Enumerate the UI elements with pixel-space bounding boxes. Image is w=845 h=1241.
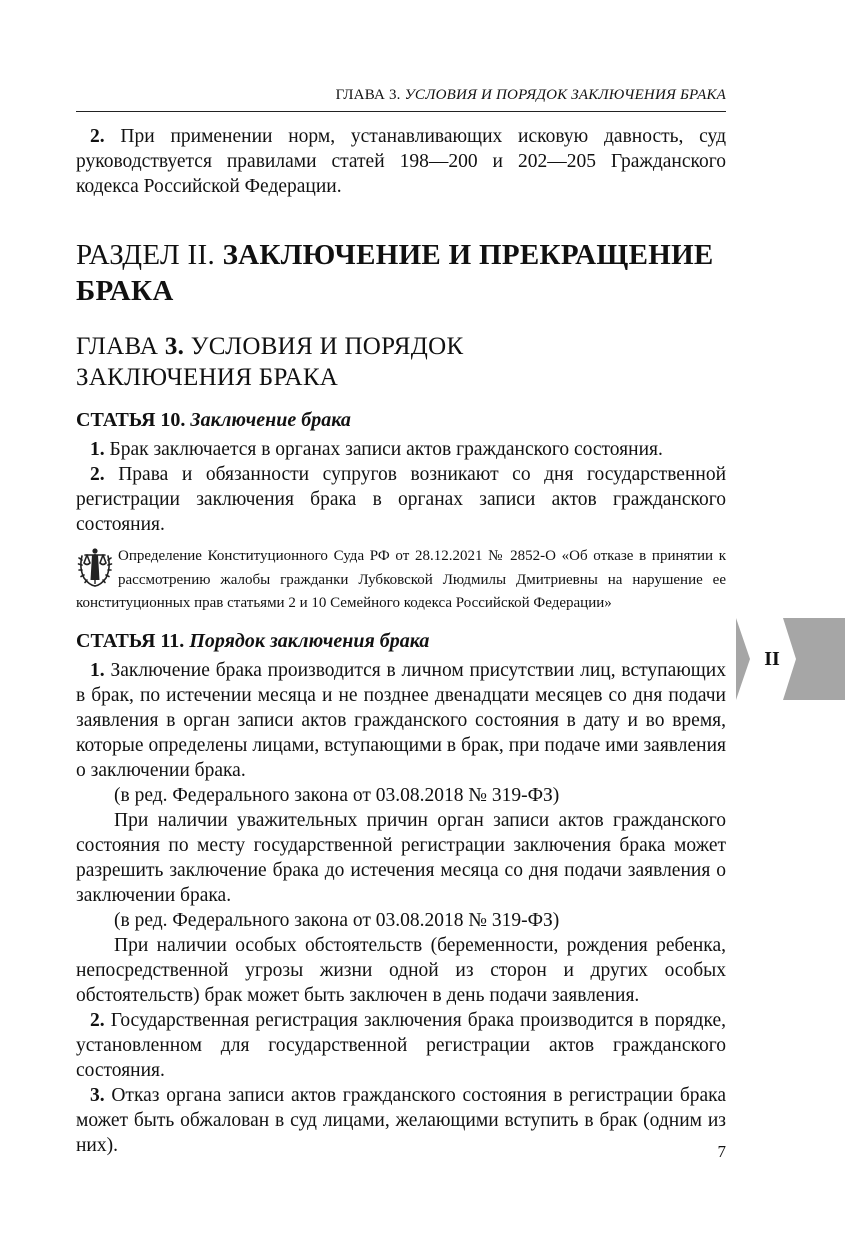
article-11-heading xyxy=(76,628,726,654)
section-side-tab xyxy=(736,618,845,700)
article-11-amendment-1: (в ред. Федерального закона от 03.08.2018 № 319-ФЗ) xyxy=(114,784,560,806)
article-11-label: СТАТЬЯ 11. xyxy=(76,629,185,652)
court-ruling-note xyxy=(76,545,726,616)
side-tab-block xyxy=(783,618,845,700)
chapter-number: 3. xyxy=(164,333,185,360)
intro-paragraph xyxy=(76,124,726,199)
article-10-title: Заключение брака xyxy=(190,409,351,431)
article-11-paragraph-3 xyxy=(76,1083,726,1158)
article-11-paragraph-2 xyxy=(76,1008,726,1083)
page-number: 7 xyxy=(717,1142,726,1161)
running-header-chapter-title: УСЛОВИЯ И ПОРЯДОК ЗАКЛЮЧЕНИЯ БРАКА xyxy=(404,87,726,103)
article-10-p1-text: Брак заключается в органах записи актов гражданского состояния. xyxy=(109,439,663,460)
section-heading xyxy=(76,237,726,309)
court-ruling-note-text: Определение Конституционного Суда РФ от 28.12.2021 № 2852-О «Об отказе в принятии к рассмотрению жалобы гражданки Лубковской Людмилы Дмитриевны на нарушение ее конституционных прав статьями 2 и 10 Семейного кодекса Российской Федерации» xyxy=(76,548,726,611)
article-10-paragraph-2 xyxy=(76,462,726,537)
chapter-title-line1: УСЛОВИЯ И ПОРЯДОК xyxy=(190,333,464,360)
page-content xyxy=(76,124,726,1158)
intro-number: 2. xyxy=(90,126,105,147)
chapter-title-line2: ЗАКЛЮЧЕНИЯ БРАКА xyxy=(76,364,339,391)
article-11-title: Порядок заключения брака xyxy=(189,629,430,652)
article-10-label: СТАТЬЯ 10. xyxy=(76,409,186,431)
section-title: ЗАКЛЮЧЕНИЕ И ПРЕКРАЩЕНИЕ БРАКА xyxy=(76,239,714,307)
article-11-paragraph-1b: При наличии уважительных причин орган записи актов гражданского состояния по месту государственной регистрации заключения брака может разрешить заключение брака до истечения месяца со дня подачи заявления о заключении брака. xyxy=(76,809,726,906)
side-tab-label: II xyxy=(764,648,780,670)
article-11-p3-text: Отказ органа записи актов гражданского состояния в регистрации брака может быть обжалован в суд лицами, желающими вступить в брак (одним из них). xyxy=(76,1084,726,1156)
article-10-p2-number: 2. xyxy=(90,464,105,485)
article-10-heading xyxy=(76,407,726,433)
article-11-p2-number: 2. xyxy=(90,1009,105,1031)
header-rule xyxy=(76,111,726,112)
article-10-paragraph-1 xyxy=(76,437,726,462)
running-header-chapter-label: ГЛАВА 3. xyxy=(335,87,401,103)
chapter-label: ГЛАВА xyxy=(76,333,159,360)
article-11-paragraph-1 xyxy=(76,658,726,783)
themis-icon xyxy=(76,546,114,590)
article-11-p3-number: 3. xyxy=(90,1084,105,1106)
article-11-p1-text: Заключение брака производится в личном присутствии лиц, вступающих в брак, по истечении месяца и не позднее двенадцати месяцев со дня подачи заявления в орган записи актов гражданского состояния в дату и во время, которые определены лицами, вступающими в брак, при подаче ими заявления о заключении брака. xyxy=(76,659,726,781)
article-11-p1-number: 1. xyxy=(90,659,105,681)
running-header xyxy=(76,86,726,104)
side-tab-marker xyxy=(736,618,750,700)
intro-text: При применении норм, устанавливающих исковую давность, суд руководствуется правилами статей 198—200 и 202—205 Гражданского кодекса Российской Федерации. xyxy=(76,126,727,197)
section-label: РАЗДЕЛ II. xyxy=(76,239,215,271)
article-10-p2-text: Права и обязанности супругов возникают со дня государственной регистрации заключения брака в органах записи актов гражданского состояния. xyxy=(76,464,727,535)
chapter-heading xyxy=(76,331,726,393)
article-11-p2-text: Государственная регистрация заключения брака производится в порядке, установленном для государственной регистрации актов гражданского состояния. xyxy=(76,1009,726,1081)
article-11-paragraph-1c: При наличии особых обстоятельств (беременности, рождения ребенка, непосредственной угрозы жизни одной из сторон и других особых обстоятельств) брак может быть заключен в день подачи заявления. xyxy=(76,934,726,1006)
article-10-p1-number: 1. xyxy=(90,439,105,460)
article-11-amendment-2: (в ред. Федерального закона от 03.08.2018 № 319-ФЗ) xyxy=(114,909,560,931)
